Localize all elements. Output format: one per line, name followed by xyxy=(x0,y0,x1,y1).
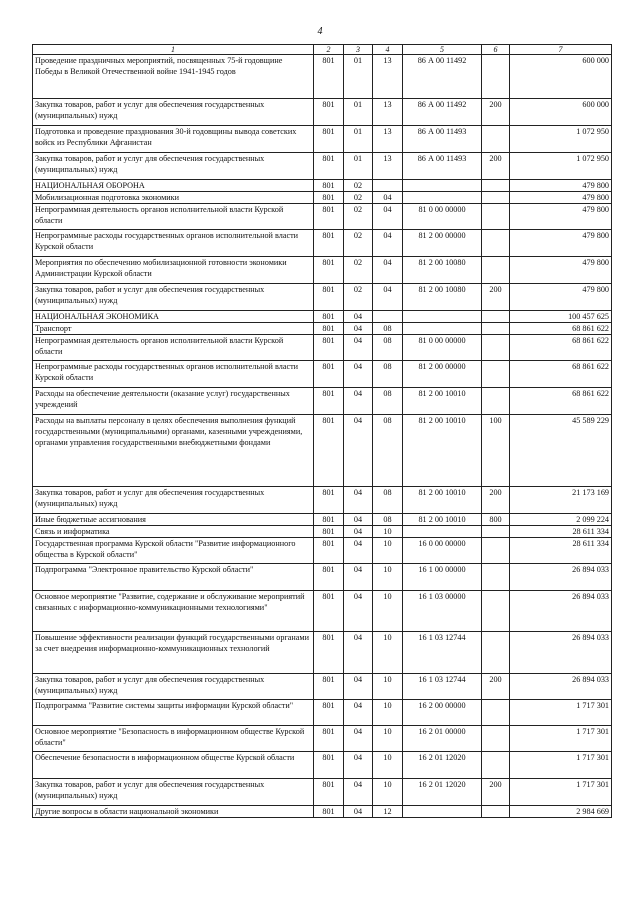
row-section-cell: 04 xyxy=(344,487,373,514)
row-expense-type-cell xyxy=(482,257,510,284)
row-ved-cell: 801 xyxy=(314,538,344,564)
row-ved-cell: 801 xyxy=(314,230,344,257)
row-name-cell: Повышение эффективности реализации функций государственными органами за счет внедрения информационно-коммуникационных технологий xyxy=(33,632,314,674)
header-col-6: 6 xyxy=(482,45,510,55)
table-header-row xyxy=(33,45,612,55)
table-row xyxy=(33,632,612,674)
row-expense-type-cell: 800 xyxy=(482,514,510,526)
row-ved-cell: 801 xyxy=(314,514,344,526)
row-expense-type-cell xyxy=(482,192,510,204)
row-amount-cell: 2 984 669 xyxy=(510,806,612,818)
row-section-cell: 04 xyxy=(344,674,373,700)
table-row xyxy=(33,806,612,818)
row-subsection-cell: 13 xyxy=(373,99,403,126)
row-expense-type-cell xyxy=(482,700,510,726)
row-name-cell: Мобилизационная подготовка экономики xyxy=(33,192,314,204)
table-row xyxy=(33,514,612,526)
row-section-cell: 02 xyxy=(344,204,373,230)
row-name-cell: Подготовка и проведение празднования 30-й годовщины вывода советских войск из Республики Афганистан xyxy=(33,126,314,153)
row-expense-type-cell: 200 xyxy=(482,153,510,180)
row-name-cell: Закупка товаров, работ и услуг для обеспечения государственных (муниципальных) нужд xyxy=(33,487,314,514)
row-target-article-cell: 16 1 03 00000 xyxy=(403,591,482,632)
row-amount-cell: 479 800 xyxy=(510,257,612,284)
row-expense-type-cell xyxy=(482,230,510,257)
row-section-cell: 02 xyxy=(344,180,373,192)
row-section-cell: 01 xyxy=(344,55,373,99)
row-name-cell: Закупка товаров, работ и услуг для обеспечения государственных (муниципальных) нужд xyxy=(33,674,314,700)
row-target-article-cell: 81 0 00 00000 xyxy=(403,204,482,230)
row-ved-cell: 801 xyxy=(314,55,344,99)
row-expense-type-cell xyxy=(482,632,510,674)
row-target-article-cell: 81 2 00 10080 xyxy=(403,257,482,284)
row-target-article-cell: 81 2 00 10010 xyxy=(403,514,482,526)
row-amount-cell: 21 173 169 xyxy=(510,487,612,514)
row-amount-cell: 600 000 xyxy=(510,99,612,126)
table-row xyxy=(33,591,612,632)
row-expense-type-cell xyxy=(482,388,510,415)
table-row xyxy=(33,323,612,335)
row-ved-cell: 801 xyxy=(314,487,344,514)
row-ved-cell: 801 xyxy=(314,806,344,818)
row-expense-type-cell: 200 xyxy=(482,284,510,311)
row-expense-type-cell xyxy=(482,564,510,591)
row-ved-cell: 801 xyxy=(314,180,344,192)
table-row xyxy=(33,752,612,779)
row-target-article-cell: 81 2 00 00000 xyxy=(403,361,482,388)
row-amount-cell: 26 894 033 xyxy=(510,564,612,591)
row-ved-cell: 801 xyxy=(314,526,344,538)
row-amount-cell: 68 861 622 xyxy=(510,335,612,361)
row-target-article-cell: 16 1 03 12744 xyxy=(403,632,482,674)
row-ved-cell: 801 xyxy=(314,726,344,752)
row-amount-cell: 28 611 334 xyxy=(510,538,612,564)
row-subsection-cell: 10 xyxy=(373,526,403,538)
row-subsection-cell: 08 xyxy=(373,415,403,487)
row-ved-cell: 801 xyxy=(314,632,344,674)
row-target-article-cell xyxy=(403,180,482,192)
row-subsection-cell: 10 xyxy=(373,726,403,752)
row-ved-cell: 801 xyxy=(314,284,344,311)
row-subsection-cell: 08 xyxy=(373,335,403,361)
row-name-cell: Другие вопросы в области национальной экономики xyxy=(33,806,314,818)
row-target-article-cell: 16 2 01 12020 xyxy=(403,779,482,806)
table-row xyxy=(33,564,612,591)
row-subsection-cell: 13 xyxy=(373,55,403,99)
row-amount-cell: 100 457 625 xyxy=(510,311,612,323)
row-target-article-cell: 81 2 00 10010 xyxy=(403,388,482,415)
row-expense-type-cell xyxy=(482,55,510,99)
row-amount-cell: 1 717 301 xyxy=(510,700,612,726)
row-expense-type-cell: 200 xyxy=(482,779,510,806)
table-row xyxy=(33,361,612,388)
row-ved-cell: 801 xyxy=(314,591,344,632)
row-subsection-cell: 10 xyxy=(373,752,403,779)
row-expense-type-cell xyxy=(482,361,510,388)
row-section-cell: 02 xyxy=(344,257,373,284)
row-section-cell: 04 xyxy=(344,564,373,591)
row-target-article-cell: 16 2 01 00000 xyxy=(403,726,482,752)
budget-table xyxy=(32,44,612,818)
row-section-cell: 01 xyxy=(344,153,373,180)
row-section-cell: 02 xyxy=(344,284,373,311)
row-ved-cell: 801 xyxy=(314,99,344,126)
row-name-cell: Закупка товаров, работ и услуг для обеспечения государственных (муниципальных) нужд xyxy=(33,153,314,180)
table-row xyxy=(33,726,612,752)
row-ved-cell: 801 xyxy=(314,153,344,180)
row-expense-type-cell xyxy=(482,726,510,752)
row-section-cell: 04 xyxy=(344,752,373,779)
row-amount-cell: 28 611 334 xyxy=(510,526,612,538)
row-name-cell: Связь и информатика xyxy=(33,526,314,538)
row-section-cell: 04 xyxy=(344,311,373,323)
row-section-cell: 04 xyxy=(344,323,373,335)
table-row xyxy=(33,153,612,180)
row-name-cell: Непрограммная деятельность органов исполнительной власти Курской области xyxy=(33,335,314,361)
row-name-cell: Расходы на выплаты персоналу в целях обеспечения выполнения функций государственными (муниципальными) органами, казенными учреждениями, органами управления государственными внебюджетными фондами xyxy=(33,415,314,487)
table-row xyxy=(33,526,612,538)
row-ved-cell: 801 xyxy=(314,126,344,153)
row-ved-cell: 801 xyxy=(314,192,344,204)
row-expense-type-cell: 200 xyxy=(482,674,510,700)
table-row xyxy=(33,779,612,806)
row-name-cell: Закупка товаров, работ и услуг для обеспечения государственных (муниципальных) нужд xyxy=(33,99,314,126)
row-subsection-cell: 08 xyxy=(373,487,403,514)
row-ved-cell: 801 xyxy=(314,564,344,591)
row-amount-cell: 68 861 622 xyxy=(510,323,612,335)
row-section-cell: 04 xyxy=(344,335,373,361)
row-target-article-cell xyxy=(403,311,482,323)
row-subsection-cell: 08 xyxy=(373,514,403,526)
row-section-cell: 04 xyxy=(344,388,373,415)
row-target-article-cell: 81 2 00 10010 xyxy=(403,487,482,514)
row-amount-cell: 26 894 033 xyxy=(510,632,612,674)
row-expense-type-cell xyxy=(482,180,510,192)
row-section-cell: 02 xyxy=(344,230,373,257)
table-row xyxy=(33,415,612,487)
row-subsection-cell: 12 xyxy=(373,806,403,818)
row-section-cell: 01 xyxy=(344,126,373,153)
row-amount-cell: 68 861 622 xyxy=(510,361,612,388)
row-expense-type-cell xyxy=(482,538,510,564)
row-name-cell: Непрограммные расходы государственных органов исполнительной власти Курской области xyxy=(33,361,314,388)
row-amount-cell: 600 000 xyxy=(510,55,612,99)
row-expense-type-cell xyxy=(482,752,510,779)
row-amount-cell: 479 800 xyxy=(510,284,612,311)
row-ved-cell: 801 xyxy=(314,415,344,487)
row-expense-type-cell xyxy=(482,591,510,632)
table-row xyxy=(33,487,612,514)
row-expense-type-cell xyxy=(482,806,510,818)
row-subsection-cell: 10 xyxy=(373,779,403,806)
row-subsection-cell: 10 xyxy=(373,538,403,564)
row-ved-cell: 801 xyxy=(314,388,344,415)
header-col-5: 5 xyxy=(403,45,482,55)
row-subsection-cell: 10 xyxy=(373,700,403,726)
table-row xyxy=(33,99,612,126)
row-amount-cell: 45 589 229 xyxy=(510,415,612,487)
row-subsection-cell: 13 xyxy=(373,153,403,180)
row-ved-cell: 801 xyxy=(314,323,344,335)
row-name-cell: Непрограммная деятельность органов исполнительной власти Курской области xyxy=(33,204,314,230)
row-target-article-cell: 81 0 00 00000 xyxy=(403,335,482,361)
row-section-cell: 04 xyxy=(344,779,373,806)
row-ved-cell: 801 xyxy=(314,779,344,806)
row-subsection-cell: 04 xyxy=(373,192,403,204)
row-amount-cell: 1 072 950 xyxy=(510,126,612,153)
row-name-cell: Расходы на обеспечение деятельности (оказание услуг) государственных учреждений xyxy=(33,388,314,415)
row-expense-type-cell xyxy=(482,526,510,538)
row-target-article-cell xyxy=(403,806,482,818)
row-target-article-cell: 16 2 00 00000 xyxy=(403,700,482,726)
table-row xyxy=(33,674,612,700)
row-expense-type-cell: 200 xyxy=(482,487,510,514)
row-name-cell: НАЦИОНАЛЬНАЯ ОБОРОНА xyxy=(33,180,314,192)
row-name-cell: Основное мероприятие "Безопасность в информационном обществе Курской области" xyxy=(33,726,314,752)
header-col-1: 1 xyxy=(33,45,314,55)
row-ved-cell: 801 xyxy=(314,335,344,361)
row-name-cell: НАЦИОНАЛЬНАЯ ЭКОНОМИКА xyxy=(33,311,314,323)
table-row xyxy=(33,538,612,564)
row-amount-cell: 68 861 622 xyxy=(510,388,612,415)
row-section-cell: 04 xyxy=(344,415,373,487)
row-name-cell: Подпрограмма "Развитие системы защиты информации Курской области" xyxy=(33,700,314,726)
row-ved-cell: 801 xyxy=(314,674,344,700)
row-target-article-cell: 16 0 00 00000 xyxy=(403,538,482,564)
row-subsection-cell: 10 xyxy=(373,591,403,632)
page-number: 4 xyxy=(317,26,323,37)
row-target-article-cell: 81 2 00 00000 xyxy=(403,230,482,257)
row-expense-type-cell xyxy=(482,204,510,230)
row-name-cell: Мероприятия по обеспечению мобилизационной готовности экономики Администрации Курской области xyxy=(33,257,314,284)
row-amount-cell: 1 717 301 xyxy=(510,752,612,779)
row-amount-cell: 1 072 950 xyxy=(510,153,612,180)
row-expense-type-cell: 200 xyxy=(482,99,510,126)
row-target-article-cell: 16 1 00 00000 xyxy=(403,564,482,591)
row-target-article-cell: 81 2 00 10010 xyxy=(403,415,482,487)
row-name-cell: Транспорт xyxy=(33,323,314,335)
row-target-article-cell: 16 2 01 12020 xyxy=(403,752,482,779)
row-target-article-cell xyxy=(403,192,482,204)
row-subsection-cell: 10 xyxy=(373,564,403,591)
table-row xyxy=(33,700,612,726)
row-ved-cell: 801 xyxy=(314,311,344,323)
row-expense-type-cell xyxy=(482,323,510,335)
row-section-cell: 04 xyxy=(344,591,373,632)
row-expense-type-cell xyxy=(482,126,510,153)
header-col-3: 3 xyxy=(344,45,373,55)
table-row xyxy=(33,257,612,284)
header-col-2: 2 xyxy=(314,45,344,55)
row-ved-cell: 801 xyxy=(314,204,344,230)
header-col-7: 7 xyxy=(510,45,612,55)
table-row xyxy=(33,311,612,323)
row-expense-type-cell: 100 xyxy=(482,415,510,487)
row-ved-cell: 801 xyxy=(314,257,344,284)
row-amount-cell: 1 717 301 xyxy=(510,779,612,806)
row-target-article-cell: 86 А 00 11493 xyxy=(403,126,482,153)
row-amount-cell: 1 717 301 xyxy=(510,726,612,752)
row-subsection-cell: 13 xyxy=(373,126,403,153)
row-name-cell: Закупка товаров, работ и услуг для обеспечения государственных (муниципальных) нужд xyxy=(33,779,314,806)
row-subsection-cell: 08 xyxy=(373,323,403,335)
row-name-cell: Непрограммные расходы государственных органов исполнительной власти Курской области xyxy=(33,230,314,257)
row-subsection-cell: 10 xyxy=(373,674,403,700)
row-subsection-cell: 08 xyxy=(373,388,403,415)
row-name-cell: Закупка товаров, работ и услуг для обеспечения государственных (муниципальных) нужд xyxy=(33,284,314,311)
row-name-cell: Обеспечение безопасности в информационном обществе Курской области xyxy=(33,752,314,779)
row-ved-cell: 801 xyxy=(314,752,344,779)
row-section-cell: 01 xyxy=(344,99,373,126)
table-row xyxy=(33,230,612,257)
row-expense-type-cell xyxy=(482,335,510,361)
row-amount-cell: 479 800 xyxy=(510,230,612,257)
row-subsection-cell xyxy=(373,311,403,323)
row-ved-cell: 801 xyxy=(314,700,344,726)
row-subsection-cell xyxy=(373,180,403,192)
row-target-article-cell xyxy=(403,526,482,538)
table-row xyxy=(33,126,612,153)
row-amount-cell: 479 800 xyxy=(510,204,612,230)
row-section-cell: 02 xyxy=(344,192,373,204)
table-row xyxy=(33,284,612,311)
table-row xyxy=(33,180,612,192)
row-target-article-cell: 86 А 00 11492 xyxy=(403,55,482,99)
table-row xyxy=(33,204,612,230)
row-section-cell: 04 xyxy=(344,632,373,674)
row-subsection-cell: 04 xyxy=(373,204,403,230)
table-row xyxy=(33,192,612,204)
row-section-cell: 04 xyxy=(344,538,373,564)
row-name-cell: Иные бюджетные ассигнования xyxy=(33,514,314,526)
row-subsection-cell: 04 xyxy=(373,257,403,284)
row-amount-cell: 479 800 xyxy=(510,180,612,192)
row-section-cell: 04 xyxy=(344,806,373,818)
row-subsection-cell: 08 xyxy=(373,361,403,388)
table-row xyxy=(33,388,612,415)
table-row xyxy=(33,335,612,361)
row-name-cell: Подпрограмма "Электронное правительство Курской области" xyxy=(33,564,314,591)
row-section-cell: 04 xyxy=(344,726,373,752)
header-col-4: 4 xyxy=(373,45,403,55)
row-name-cell: Государственная программа Курской области "Развитие информационного общества в Курской области" xyxy=(33,538,314,564)
row-amount-cell: 26 894 033 xyxy=(510,674,612,700)
row-amount-cell: 26 894 033 xyxy=(510,591,612,632)
row-target-article-cell: 86 А 00 11493 xyxy=(403,153,482,180)
row-ved-cell: 801 xyxy=(314,361,344,388)
row-section-cell: 04 xyxy=(344,700,373,726)
row-expense-type-cell xyxy=(482,311,510,323)
row-target-article-cell: 86 А 00 11492 xyxy=(403,99,482,126)
row-section-cell: 04 xyxy=(344,526,373,538)
row-target-article-cell xyxy=(403,323,482,335)
table-row xyxy=(33,55,612,99)
row-subsection-cell: 04 xyxy=(373,284,403,311)
row-subsection-cell: 10 xyxy=(373,632,403,674)
row-target-article-cell: 81 2 00 10080 xyxy=(403,284,482,311)
row-name-cell: Проведение праздничных мероприятий, посвященных 75-й годовщине Победы в Великой Отечественной войне 1941-1945 годов xyxy=(33,55,314,99)
row-target-article-cell: 16 1 03 12744 xyxy=(403,674,482,700)
row-subsection-cell: 04 xyxy=(373,230,403,257)
row-amount-cell: 2 099 224 xyxy=(510,514,612,526)
row-section-cell: 04 xyxy=(344,361,373,388)
row-section-cell: 04 xyxy=(344,514,373,526)
row-name-cell: Основное мероприятие "Развитие, содержание и обслуживание мероприятий связанных с информационно-коммуникационными технологиями" xyxy=(33,591,314,632)
row-amount-cell: 479 800 xyxy=(510,192,612,204)
